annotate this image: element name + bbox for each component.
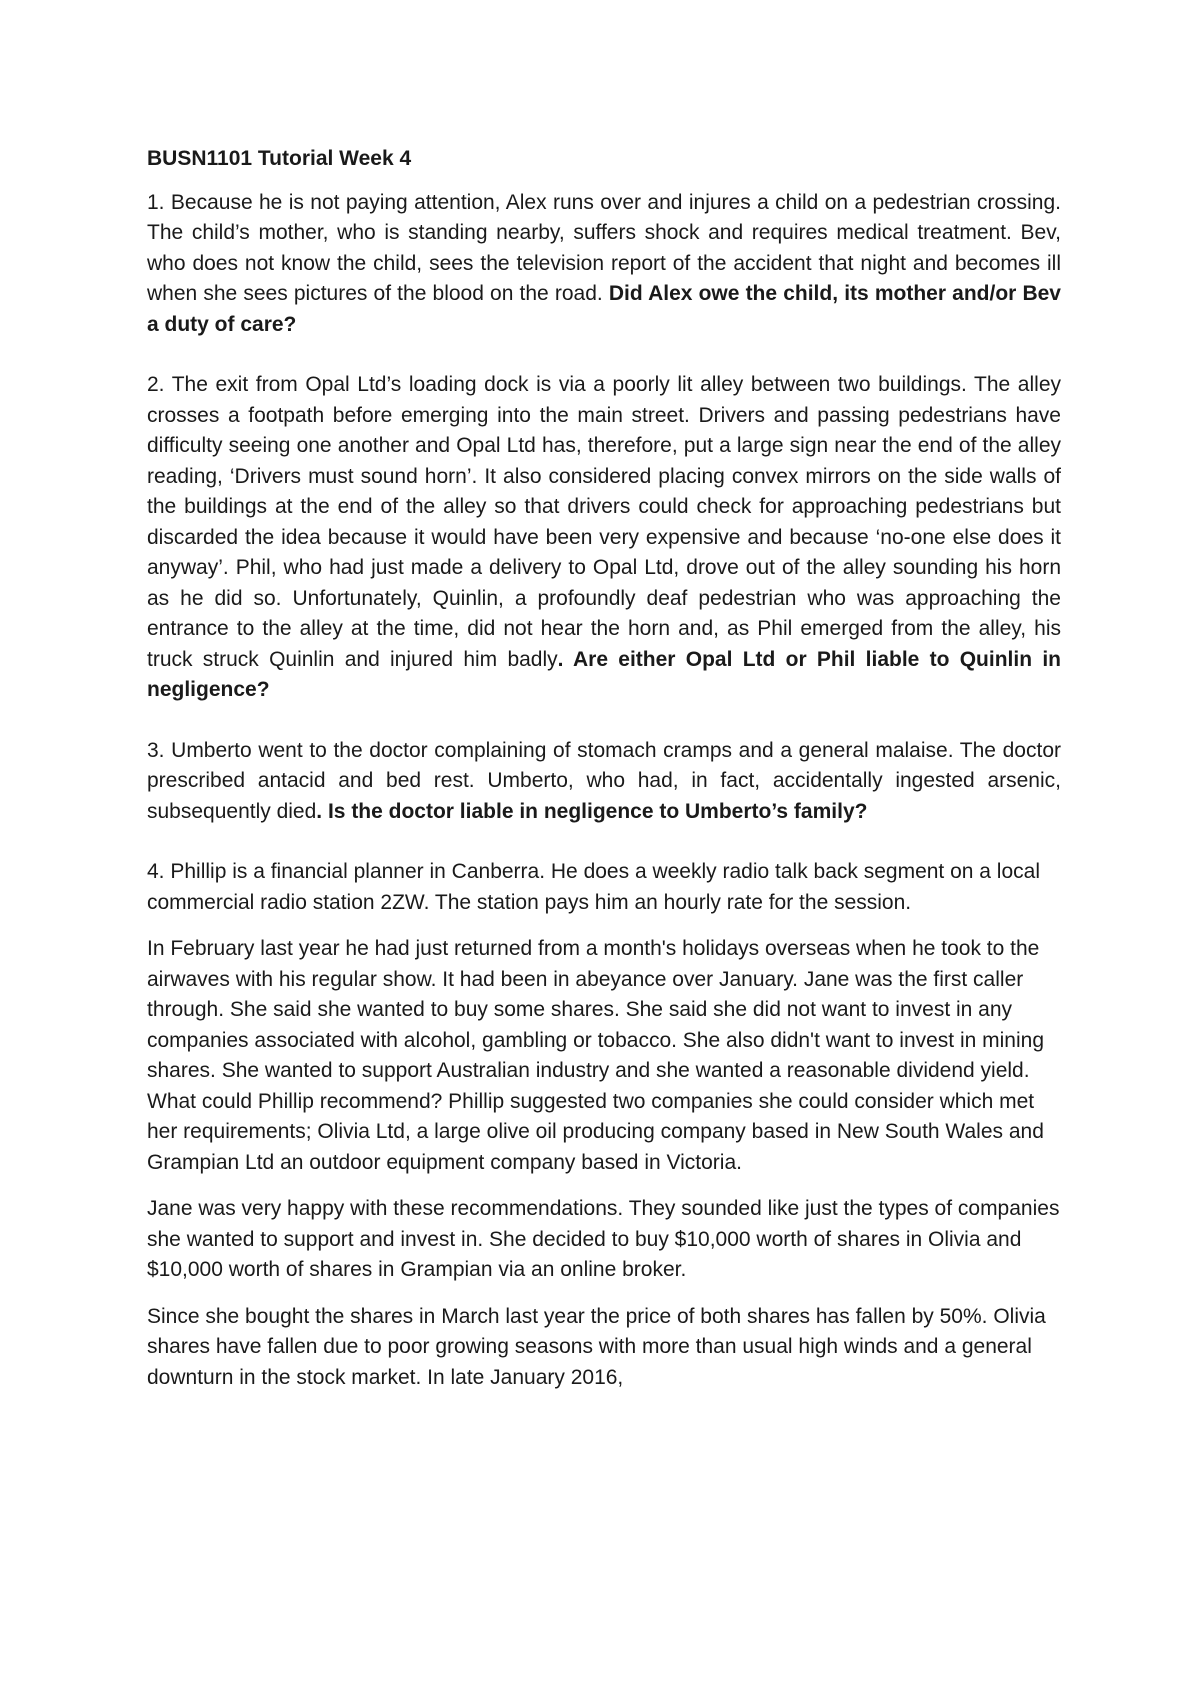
- question-1: [147, 188, 1061, 341]
- question-3-text: 3. Umberto went to the doctor complaining of stomach cramps and a general malaise. The doctor prescribed antacid and bed rest. Umberto, who had, in fact, accidentally ingested arsenic, subsequently died: [147, 738, 1061, 823]
- question-2-text: 2. The exit from Opal Ltd’s loading dock is via a poorly lit alley between two buildings. The alley crosses a footpath before emerging into the main street. Drivers and passing pedestrians have difficulty seeing one another and Opal Ltd has, therefore, put a large sign near the end of the alley reading, ‘Drivers must sound horn’. It also considered placing convex mirrors on the side walls of the buildings at the end of the alley so that drivers could check for approaching pedestrians but discarded the idea because it would have been very expensive and because ‘no-one else does it anyway’. Phil, who had just made a delivery to Opal Ltd, drove out of the alley sounding his horn as he did so. Unfortunately, Quinlin, a profoundly deaf pedestrian who was approaching the entrance to the alley at the time, did not hear the horn and, as Phil emerged from the alley, his truck struck Quinlin and injured him badly: [147, 373, 1061, 671]
- question-4-paragraph-4: Since she bought the shares in March last year the price of both shares has fallen by 50%. Olivia shares have fallen due to poor growing seasons with more than usual high winds and a general downturn in the stock market. In late January 2016,: [147, 1304, 1046, 1389]
- question-4-paragraph-1: 4. Phillip is a financial planner in Canberra. He does a weekly radio talk back segment on a local commercial radio station 2ZW. The station pays him an hourly rate for the session.: [147, 860, 1040, 914]
- page-title: BUSN1101 Tutorial Week 4: [147, 147, 412, 170]
- question-2: [147, 370, 1061, 706]
- question-3: [147, 736, 1061, 828]
- document-page: [147, 144, 1061, 1393]
- question-3-prompt: . Is the doctor liable in negligence to Umberto’s family?: [316, 799, 868, 823]
- question-4-paragraph-3: Jane was very happy with these recommendations. They sounded like just the types of companies she wanted to support and invest in. She decided to buy $10,000 worth of shares in Olivia and $10,000 worth of shares in Grampian via an online broker.: [147, 1197, 1060, 1281]
- question-2-prompt: . Are either Opal Ltd or Phil liable to Quinlin in negligence?: [147, 647, 1061, 701]
- question-1-text: 1. Because he is not paying attention, Alex runs over and injures a child on a pedestrian crossing. The child’s mother, who is standing nearby, suffers shock and requires medical treatment. Bev, who does not know the child, sees the television report of the accident that night and becomes ill when she sees pictures of the blood on the road.: [147, 190, 1061, 305]
- question-1-prompt: Did Alex owe the child, its mother and/or Bev a duty of care?: [147, 282, 1061, 336]
- question-4-paragraph-2: In February last year he had just returned from a month's holidays overseas when he took to the airwaves with his regular show. It had been in abeyance over January. Jane was the first caller through. She said she wanted to buy some shares. She said she did not want to invest in any companies associated with alcohol, gambling or tobacco. She also didn't want to invest in mining shares. She wanted to support Australian industry and she wanted a reasonable dividend yield. What could Phillip recommend? Phillip suggested two companies she could consider which met her requirements; Olivia Ltd, a large olive oil producing company based in New South Wales and Grampian Ltd an outdoor equipment company based in Victoria.: [147, 937, 1045, 1174]
